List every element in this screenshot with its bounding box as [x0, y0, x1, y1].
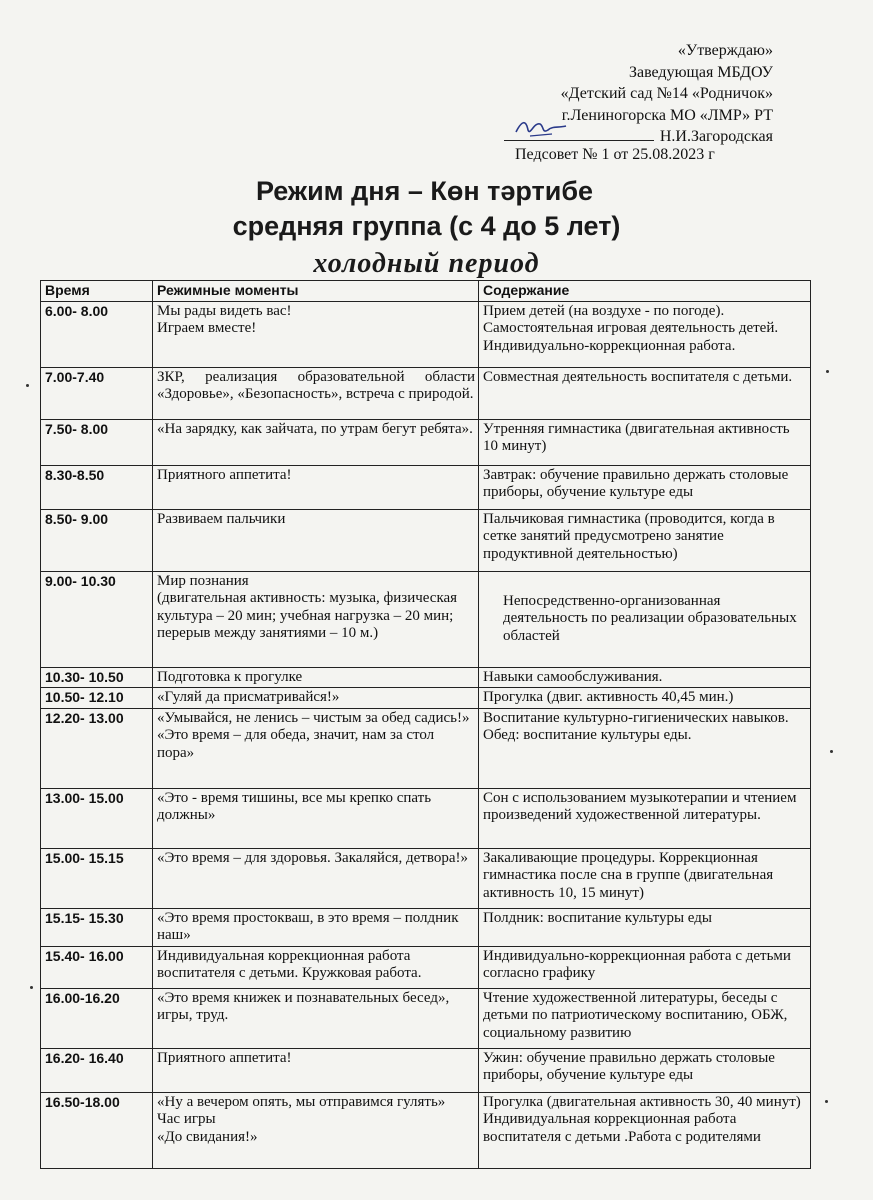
row-content: Пальчиковая гимнастика (проводится, когда в сетке занятий предусмотрено занятие продуктивной деятельностью): [479, 509, 811, 571]
row-moment: «Это - время тишины, все мы крепко спать должны»: [153, 788, 479, 848]
approval-block: [504, 40, 773, 148]
pedsovet-line: Педсовет № 1 от 25.08.2023 г: [515, 146, 715, 163]
table-row: [41, 1092, 811, 1168]
row-content: Полдник: воспитание культуры еды: [479, 908, 811, 946]
scan-speck: [26, 384, 29, 387]
row-time: 9.00- 10.30: [41, 571, 153, 667]
table-row: [41, 946, 811, 988]
row-content: Навыки самообслуживания.: [479, 667, 811, 688]
scan-speck: [30, 986, 33, 989]
row-moment: «Это время – для здоровья. Закаляйся, детвора!»: [153, 848, 479, 908]
table-row: [41, 708, 811, 788]
table-row: [41, 1048, 811, 1092]
header-moments: Режимные моменты: [153, 281, 479, 302]
row-content: Прогулка (двиг. активность 40,45 мин.): [479, 688, 811, 709]
row-moment: Подготовка к прогулке: [153, 667, 479, 688]
table-row: [41, 571, 811, 667]
table-row: [41, 419, 811, 465]
row-moment: ЗКР, реализация образовательной области «Здоровье», «Безопасность», встреча с природой.: [153, 367, 479, 419]
table-row: [41, 908, 811, 946]
row-content: Утренняя гимнастика (двигательная активность 10 минут): [479, 419, 811, 465]
approval-line-1: «Утверждаю»: [677, 42, 773, 59]
table-row: [41, 509, 811, 571]
row-time: 6.00- 8.00: [41, 301, 153, 367]
table-row: [41, 367, 811, 419]
row-time: 13.00- 15.00: [41, 788, 153, 848]
header-time: Время: [41, 281, 153, 302]
row-time: 16.00-16.20: [41, 988, 153, 1048]
approval-line-3: «Детский сад №14 «Родничок»: [560, 85, 773, 102]
table-row: [41, 667, 811, 688]
approval-signature-row: [504, 126, 773, 148]
row-content: Прием детей (на воздухе - по погоде). Самостоятельная игровая деятельность детей. Индивидуально-коррекционная работа.: [479, 301, 811, 367]
row-moment: Приятного аппетита!: [153, 465, 479, 509]
row-time: 7.50- 8.00: [41, 419, 153, 465]
signature-icon: [512, 116, 572, 140]
approval-line-2: Заведующая МБДОУ: [628, 63, 773, 81]
table-row: [41, 988, 811, 1048]
row-moment: «Гуляй да присматривайся!»: [153, 688, 479, 709]
row-content: Завтрак: обучение правильно держать столовые приборы, обучение культуре еды: [479, 465, 811, 509]
page-subtitle: средняя группа (с 4 до 5 лет): [232, 211, 621, 241]
row-content: Непосредственно-организованная деятельность по реализации образовательных областей: [479, 571, 811, 667]
row-moment: «Умывайся, не ленись – чистым за обед садись!» «Это время – для обеда, значит, нам за стол пора»: [153, 708, 479, 788]
row-content: Прогулка (двигательная активность 30, 40 минут) Индивидуальная коррекционная работа воспитателя с детьми .Работа с родителями: [479, 1092, 811, 1168]
table-row: [41, 788, 811, 848]
row-moment: «Это время книжек и познавательных бесед», игры, труд.: [153, 988, 479, 1048]
period-title: холодный период: [313, 248, 540, 279]
row-time: 15.15- 15.30: [41, 908, 153, 946]
row-content: Сон с использованием музыкотерапии и чтением произведений художественной литературы.: [479, 788, 811, 848]
row-moment: Мир познания (двигательная активность: музыка, физическая культура – 20 мин; учебная нагрузка – 20 мин; перерыв между занятиями – 10 м.): [153, 571, 479, 667]
scan-speck: [830, 750, 833, 753]
header-content: Содержание: [479, 281, 811, 302]
row-moment: «Это время простокваш, в это время – полдник наш»: [153, 908, 479, 946]
row-time: 8.50- 9.00: [41, 509, 153, 571]
row-moment: Приятного аппетита!: [153, 1048, 479, 1092]
row-content: Чтение художественной литературы, беседы с детьми по патриотическому воспитанию, ОБЖ, социальному развитию: [479, 988, 811, 1048]
row-time: 15.00- 15.15: [41, 848, 153, 908]
scan-speck: [825, 1100, 828, 1103]
row-moment: Мы рады видеть вас! Играем вместе!: [153, 301, 479, 367]
row-time: 10.50- 12.10: [41, 688, 153, 709]
row-moment: «Ну а вечером опять, мы отправимся гулять» Час игры «До свидания!»: [153, 1092, 479, 1168]
row-moment: «На зарядку, как зайчата, по утрам бегут ребята».: [153, 419, 479, 465]
table-row: [41, 848, 811, 908]
row-time: 12.20- 13.00: [41, 708, 153, 788]
table-header-row: [41, 281, 811, 302]
row-content: Закаливающие процедуры. Коррекционная гимнастика после сна в группе (двигательная активность 10, 15 минут): [479, 848, 811, 908]
row-content: Ужин: обучение правильно держать столовые приборы, обучение культуре еды: [479, 1048, 811, 1092]
row-moment: Индивидуальная коррекционная работа воспитателя с детьми. Кружковая работа.: [153, 946, 479, 988]
table-row: [41, 688, 811, 709]
page-title: Режим дня – Көн тәртибе: [255, 176, 594, 206]
row-time: 8.30-8.50: [41, 465, 153, 509]
row-content: Индивидуально-коррекционная работа с детьми согласно графику: [479, 946, 811, 988]
approval-line-4: г.Лениногорска МО «ЛМР» РТ: [561, 106, 773, 124]
row-moment: Развиваем пальчики: [153, 509, 479, 571]
signature-line: [504, 126, 654, 141]
row-time: 15.40- 16.00: [41, 946, 153, 988]
row-time: 10.30- 10.50: [41, 667, 153, 688]
scan-speck: [826, 370, 829, 373]
table-row: [41, 465, 811, 509]
row-time: 7.00-7.40: [41, 367, 153, 419]
row-time: 16.20- 16.40: [41, 1048, 153, 1092]
row-content: Воспитание культурно-гигиенических навыков. Обед: воспитание культуры еды.: [479, 708, 811, 788]
director-name: Н.И.Загородская: [659, 128, 773, 145]
schedule-table: [40, 280, 811, 1169]
table-row: [41, 301, 811, 367]
row-content: Совместная деятельность воспитателя с детьми.: [479, 367, 811, 419]
row-time: 16.50-18.00: [41, 1092, 153, 1168]
